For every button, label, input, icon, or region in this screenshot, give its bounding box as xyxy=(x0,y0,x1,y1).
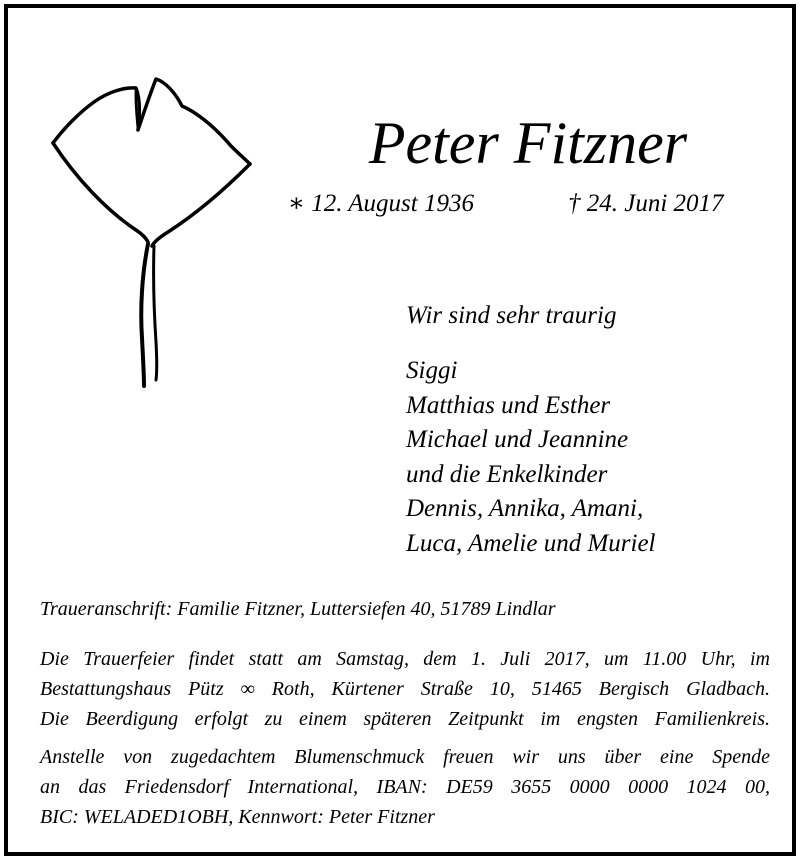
ceremony-line: Bestattungshaus Pütz ∞ Roth, Kürtener Straße 10, 51465 Bergisch Gladbach. xyxy=(40,678,770,700)
closing-line: Wir sind sehr traurig xyxy=(406,302,617,329)
deceased-name: Peter Fitzner xyxy=(368,110,688,176)
mourner-line: Dennis, Annika, Amani, xyxy=(406,495,644,522)
mourner-line: und die Enkelkinder xyxy=(406,460,608,488)
ceremony-line: Die Beerdigung erfolgt zu einem späteren Zeitpunkt im engsten Familienkreis. xyxy=(40,708,770,730)
donation-line: an das Friedensdorf International, IBAN: DE59 3655 0000 0000 1024 00, xyxy=(40,776,770,798)
mourning-address xyxy=(40,594,770,624)
donation-line: BIC: WELADED1OBH, Kennwort: Peter Fitzner xyxy=(40,806,435,828)
ginkgo-leaf-icon xyxy=(36,68,256,388)
mourner-line: Siggi xyxy=(406,357,458,384)
ceremony-line: Die Trauerfeier findet statt am Samstag, dem 1. Juli 2017, um 11.00 Uhr, im xyxy=(40,648,770,670)
donation-line: Anstelle von zugedachtem Blumenschmuck freuen wir uns über eine Spende xyxy=(40,746,770,768)
donation-paragraph xyxy=(40,742,770,832)
obituary-notice xyxy=(4,4,796,856)
birth-date: ∗ 12. August 1936 xyxy=(288,190,474,217)
address-line: Traueranschrift: Familie Fitzner, Luttersiefen 40, 51789 Lindlar xyxy=(40,598,556,620)
mourner-line: Michael und Jeannine xyxy=(406,426,629,453)
mourners-list xyxy=(406,354,656,561)
ceremony-paragraph xyxy=(40,644,770,734)
mourner-line: Matthias und Esther xyxy=(406,391,611,419)
death-date: † 24. Juni 2017 xyxy=(568,190,724,217)
mourner-line: Luca, Amelie und Muriel xyxy=(406,529,656,557)
